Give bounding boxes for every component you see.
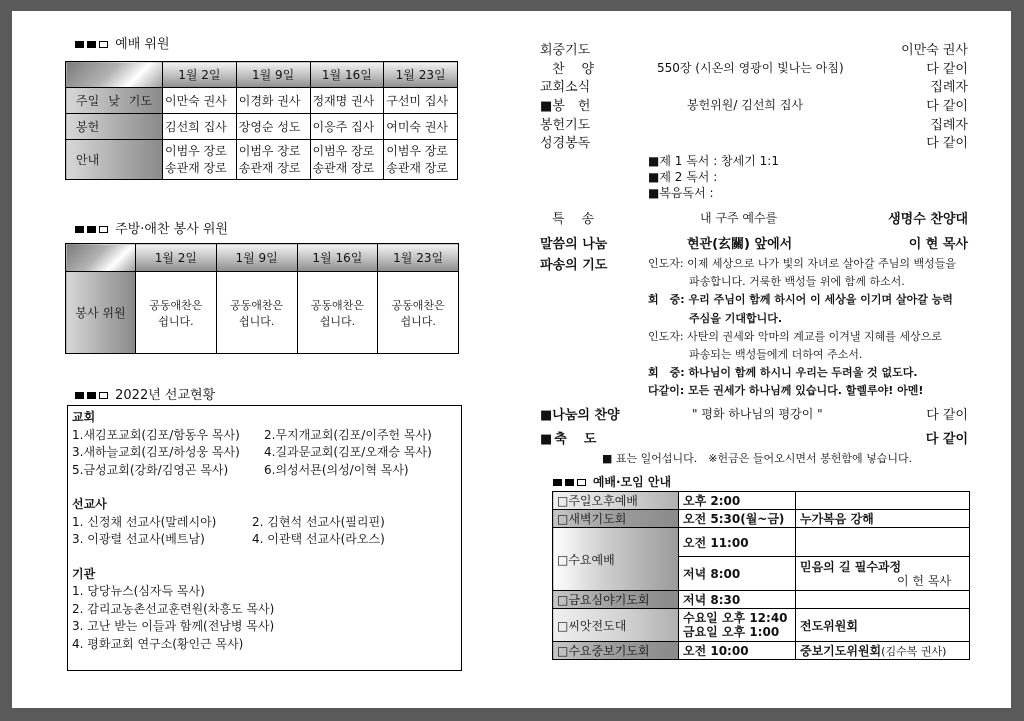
table-cell: 구선미 집사 — [384, 88, 458, 114]
reading-3: ■복음독서 : — [648, 186, 714, 200]
reading-1: ■제 1 독서 : 창세기 1:1 — [648, 154, 779, 168]
date-header: 1월 9일 — [216, 244, 297, 272]
offering-prayer-leader: 집례자 — [930, 118, 968, 133]
filled-square-icon — [87, 392, 96, 399]
row-label: 봉헌 — [66, 114, 163, 140]
table-cell: 이응주 집사 — [310, 114, 384, 140]
table-row — [553, 609, 970, 642]
list-item: 3.새하늘교회(김포/하성웅 목사) — [72, 445, 240, 459]
date-header: 1월 23일 — [384, 62, 458, 88]
empty-square-icon — [99, 41, 108, 48]
table-row — [553, 642, 970, 660]
list-item: 2. 김현석 선교사(필리핀) — [252, 514, 385, 529]
offering-label: ■봉 헌 — [540, 99, 591, 114]
date-header: 1월 16일 — [297, 244, 378, 272]
row-label: 안내 — [66, 140, 163, 180]
sharing-hymn-leader: 다 같이 — [926, 408, 968, 423]
filled-square-icon — [75, 226, 84, 233]
meeting-name: □금요심야기도회 — [553, 591, 679, 609]
table-row — [553, 528, 970, 557]
meeting-name: □주일오후예배 — [553, 492, 679, 510]
list-item: 4.길과문교회(김포/오재승 목사) — [264, 445, 432, 459]
empty-square-icon — [577, 479, 586, 486]
meeting-time: 오전 10:00 — [679, 642, 796, 660]
meetings-heading: 예배·모임 안내 — [553, 473, 671, 490]
table-cell: 정재명 권사 — [310, 88, 384, 114]
empty-square-icon — [99, 392, 108, 399]
filled-square-icon — [565, 479, 574, 486]
offering-prayer-label: 봉헌기도 — [540, 118, 591, 133]
table-cell: 이범우 장로 송관재 장로 — [310, 140, 384, 180]
benediction-label: ■축 도 — [540, 432, 599, 447]
special-song-title: 내 구주 예수를 — [700, 211, 778, 225]
hymn-label: 찬 양 — [552, 62, 597, 77]
meeting-name: □수요예배 — [553, 528, 679, 591]
list-item: 4. 평화교회 연구소(황인근 목사) — [72, 636, 244, 651]
list-item: 5.금성교회(강화/김영곤 목사) — [72, 462, 229, 477]
mission-heading: 2022년 선교현황 — [75, 384, 215, 403]
litany: 인도자: 이제 세상으로 나가 빛의 자녀로 살아갈 주님의 백성들을 파송합니다. 거룩한 백성들 위에 함께 하소서. 회 중: 우리 주님이 함께 하시어 이 세상을 이기며 살아갈 능력 주심을 기대합니다. 인도자: 사탄의 권세와 악마의 계교를 이겨낼 지혜를 세상으로 파송되는 백성들에게 더하여 주소서. 회 중: 하나님이 함께 하시니 우리는 두려울 것 없도다. 다같이: 모든 권세가 하나님께 있습니다. 할렐루야! 아멘! — [648, 257, 956, 398]
kitchen-service-table — [65, 243, 459, 354]
list-item: 3. 이광렬 선교사(베트남) — [72, 532, 205, 546]
congregation-prayer-label: 회중기도 — [540, 43, 591, 58]
bulletin-page — [12, 11, 1011, 708]
orgs-heading: 기관 — [72, 566, 96, 581]
list-item: 1.새김포교회(김포/함동우 목사) — [72, 427, 240, 442]
worship-committee-table — [65, 61, 458, 180]
meeting-desc — [796, 492, 970, 510]
table-cell: 이범우 장로 송관재 장로 — [163, 140, 237, 180]
table-cell: 여미숙 권사 — [384, 114, 458, 140]
filled-square-icon — [75, 41, 84, 48]
table-row — [553, 492, 970, 510]
sharing-hymn-label: ■나눔의 찬양 — [540, 408, 620, 423]
date-header: 1월 9일 — [236, 62, 310, 88]
kitchen-service-heading: 주방·애찬 봉사 위원 — [75, 218, 228, 237]
meeting-desc: 중보기도위원회(김수복 권사) — [796, 642, 970, 660]
scripture-leader: 다 같이 — [926, 136, 968, 151]
meetings-table — [552, 491, 970, 660]
offering-leader: 다 같이 — [926, 99, 968, 114]
table-cell: 이경화 권사 — [236, 88, 310, 114]
sending-prayer-label: 파송의 기도 — [540, 258, 608, 273]
church-news-leader: 집례자 — [930, 80, 968, 95]
sermon-title: 현관(玄關) 앞에서 — [687, 237, 793, 252]
filled-square-icon — [87, 226, 96, 233]
table-cell: 공동애찬은 쉽니다. — [216, 272, 297, 354]
list-item: 1. 당당뉴스(심자득 목사) — [72, 584, 205, 598]
special-song-choir: 생명수 찬양대 — [888, 212, 968, 227]
meeting-name: □새벽기도회 — [553, 510, 679, 528]
table-cell: 공동애찬은 쉽니다. — [136, 272, 217, 354]
meeting-desc: 믿음의 길 필수과정 이 헌 목사 — [796, 557, 970, 591]
row-label: 봉사 위원 — [66, 272, 136, 354]
row-label: 주일 낮 기도 — [66, 88, 163, 114]
list-item: 2. 감리교농촌선교훈련원(차흥도 목사) — [72, 601, 275, 616]
table-cell: 이만숙 권사 — [163, 88, 237, 114]
empty-square-icon — [99, 226, 108, 233]
meeting-desc — [796, 591, 970, 609]
table-cell: 김선희 집사 — [163, 114, 237, 140]
mission-box — [67, 405, 462, 671]
sermon-preacher: 이 현 목사 — [908, 237, 968, 252]
benediction-leader: 다 같이 — [925, 432, 968, 447]
offering-committee: 봉헌위원/ 김선희 집사 — [687, 98, 804, 112]
list-item: 4. 이관택 선교사(라오스) — [252, 532, 385, 546]
special-song-label: 특 송 — [552, 212, 597, 227]
scripture-label: 성경봉독 — [540, 136, 591, 151]
date-header: 1월 2일 — [136, 244, 217, 272]
date-header: 1월 2일 — [163, 62, 237, 88]
list-item: 1. 신정채 선교사(말레시아) — [72, 514, 217, 529]
meeting-time: 오전 5:30(월~금) — [679, 510, 796, 528]
missionaries-heading: 선교사 — [72, 497, 107, 511]
table-cell: 공동애찬은 쉽니다. — [378, 272, 459, 354]
table-cell: 공동애찬은 쉽니다. — [297, 272, 378, 354]
table-row — [553, 591, 970, 609]
standing-note: ■ 표는 일어섭니다. ※헌금은 들어오시면서 봉헌함에 넣습니다. — [602, 452, 913, 465]
church-news-label: 교회소식 — [540, 80, 591, 95]
meeting-desc: 전도위원회 — [796, 609, 970, 642]
filled-square-icon — [75, 392, 84, 399]
meeting-name: □수요중보기도회 — [553, 642, 679, 660]
churches-heading: 교회 — [72, 410, 96, 424]
meeting-time: 저녁 8:30 — [679, 591, 796, 609]
list-item: 6.의성서묜(의성/이혁 목사) — [264, 462, 409, 477]
meeting-time: 저녁 8:00 — [679, 557, 796, 591]
date-header: 1월 23일 — [378, 244, 459, 272]
congregation-prayer-leader: 이만숙 권사 — [901, 43, 968, 58]
meeting-time: 오전 11:00 — [679, 528, 796, 557]
table-row — [553, 510, 970, 528]
filled-square-icon — [553, 479, 562, 486]
list-item: 3. 고난 받는 이들과 함께(전남병 목사) — [72, 619, 275, 633]
meeting-time: 수요일 오후 12:40 금요일 오후 1:00 — [679, 609, 796, 642]
meeting-desc — [796, 528, 970, 557]
hymn-leader: 다 같이 — [926, 62, 968, 77]
sharing-hymn-title: " 평화 하나님의 평강이 " — [692, 407, 823, 421]
list-item: 2.무지개교회(김포/이주헌 목사) — [264, 427, 432, 442]
meeting-time: 오후 2:00 — [679, 492, 796, 510]
worship-committee-heading: 예배 위원 — [75, 33, 170, 52]
table-cell: 장영순 성도 — [236, 114, 310, 140]
meeting-name: □씨앗전도대 — [553, 609, 679, 642]
table-cell: 이범우 장로 송관재 장로 — [236, 140, 310, 180]
corner-cell — [66, 244, 136, 272]
meeting-desc: 누가복음 강해 — [796, 510, 970, 528]
reading-2: ■제 2 독서 : — [648, 170, 718, 184]
filled-square-icon — [87, 41, 96, 48]
sermon-label: 말씀의 나눔 — [540, 237, 608, 252]
hymn-title: 550장 (시온의 영광이 빛나는 아침) — [657, 61, 844, 75]
date-header: 1월 16일 — [310, 62, 384, 88]
corner-cell — [66, 62, 163, 88]
table-cell: 이범우 장로 송관재 장로 — [384, 140, 458, 180]
